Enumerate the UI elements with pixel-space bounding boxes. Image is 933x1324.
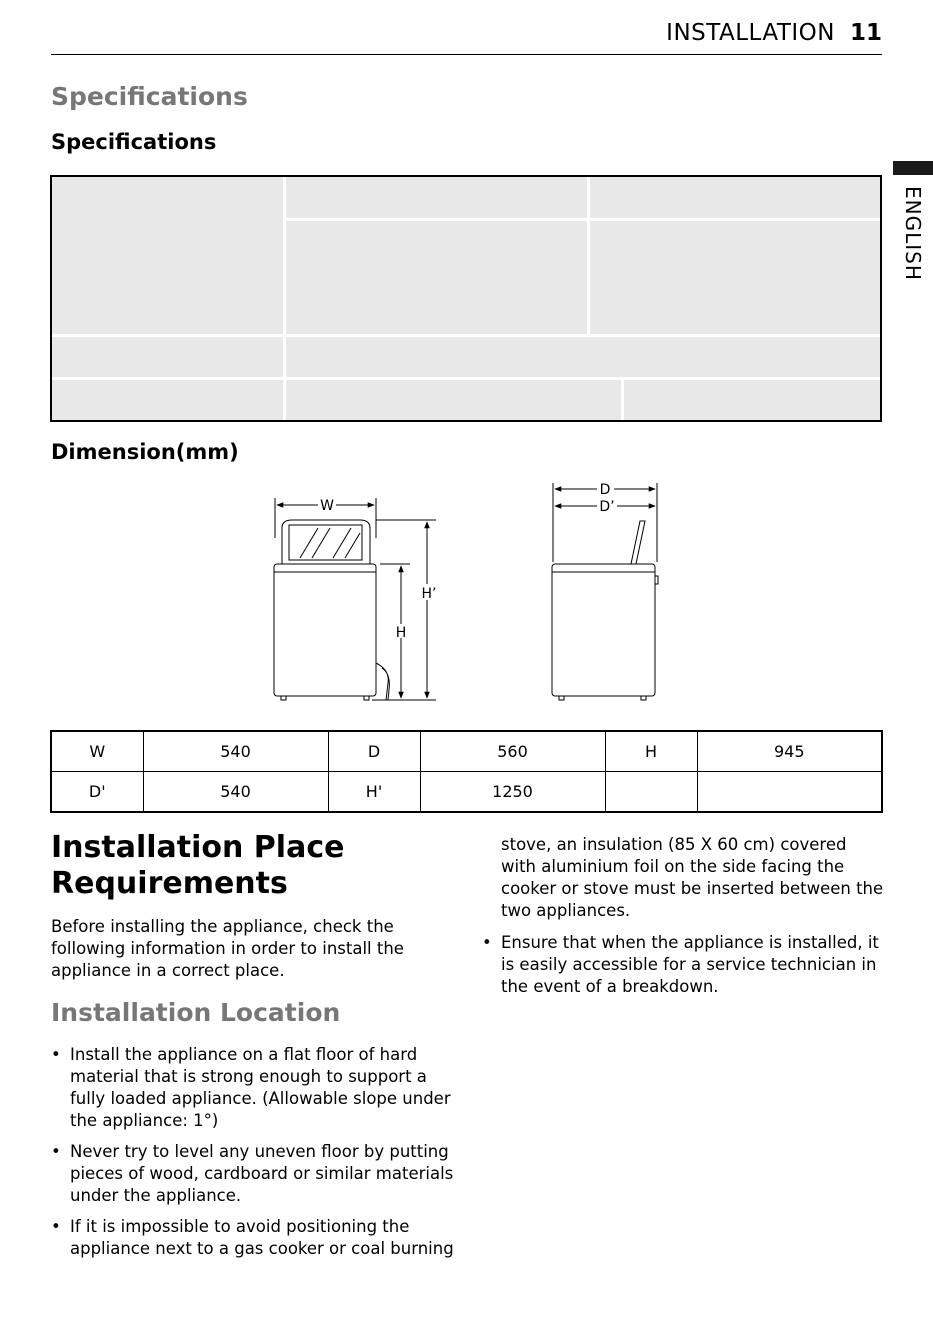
table-row bbox=[51, 731, 882, 772]
list-item: • Ensure that when the appliance is installed, it is easily accessible for a service technician in the event of a breakdown. bbox=[482, 933, 879, 996]
dim-cell: 540 bbox=[143, 731, 328, 772]
spec-cell bbox=[590, 177, 880, 218]
dim-cell: D bbox=[328, 731, 420, 772]
bullet-text: Never try to level any uneven floor by putting pieces of wood, cardboard or similar materials under the appliance. bbox=[70, 1142, 454, 1205]
list-item: • If it is impossible to avoid positioning the appliance next to a gas cooker or coal burning bbox=[51, 1217, 454, 1258]
spec-cell bbox=[52, 380, 283, 420]
section-title: INSTALLATION bbox=[666, 20, 835, 46]
dim-cell: H bbox=[605, 731, 697, 772]
label-d-prime: D’ bbox=[599, 499, 615, 515]
installation-place-title bbox=[51, 830, 451, 902]
bullet-text: Ensure that when the appliance is installed, it is easily accessible for a service technician in the event of a breakdown. bbox=[501, 933, 879, 996]
dim-cell: 540 bbox=[143, 772, 328, 813]
title-line: Installation Place bbox=[51, 830, 345, 865]
page-number: 11 bbox=[849, 20, 882, 46]
dimension-heading: Dimension(mm) bbox=[51, 440, 239, 464]
front-view-washer bbox=[274, 498, 436, 700]
specifications-subheading: Specifications bbox=[51, 130, 217, 154]
side-view-washer bbox=[552, 483, 658, 700]
label-d: D bbox=[599, 482, 611, 498]
location-bullet-list bbox=[51, 1044, 456, 1269]
spec-cell bbox=[52, 177, 283, 334]
spec-cell bbox=[286, 221, 587, 334]
list-item: • Never try to level any uneven floor by putting pieces of wood, cardboard or similar materials under the appliance. bbox=[51, 1142, 454, 1205]
spec-cell bbox=[624, 380, 880, 420]
dim-cell: 560 bbox=[420, 731, 605, 772]
dim-cell: D' bbox=[51, 772, 143, 813]
dim-cell: 1250 bbox=[420, 772, 605, 813]
bullet-text: If it is impossible to avoid positioning the appliance next to a gas cooker or coal burning bbox=[70, 1217, 454, 1258]
specifications-table bbox=[50, 175, 882, 422]
specifications-heading: Specifications bbox=[51, 82, 248, 111]
dim-cell: 945 bbox=[697, 731, 882, 772]
dimension-diagram bbox=[0, 478, 933, 708]
right-bullet-list bbox=[482, 932, 886, 1007]
spec-cell bbox=[52, 337, 283, 377]
label-h-prime: H’ bbox=[421, 586, 437, 602]
title-line: Requirements bbox=[51, 866, 288, 901]
spec-cell bbox=[590, 221, 880, 334]
spec-cell bbox=[286, 380, 621, 420]
dimension-table bbox=[50, 730, 883, 813]
spec-cell bbox=[286, 337, 880, 377]
dim-cell: H' bbox=[328, 772, 420, 813]
dim-cell bbox=[605, 772, 697, 813]
language-label: ENGLISH bbox=[901, 186, 925, 281]
spec-cell bbox=[286, 177, 587, 218]
bullet-continuation: stove, an insulation (85 X 60 cm) covered with aluminium foil on the side facing the cooker or stove must be inserted between the two appliances. bbox=[501, 835, 884, 920]
installation-intro: Before installing the appliance, check the following information in order to install the appliance in a correct place. bbox=[51, 917, 404, 980]
header-divider bbox=[51, 54, 882, 55]
dim-cell: W bbox=[51, 731, 143, 772]
language-tab-marker bbox=[893, 161, 933, 175]
label-h: H bbox=[395, 625, 407, 641]
table-row bbox=[51, 772, 882, 813]
dim-cell bbox=[697, 772, 882, 813]
list-item: • Install the appliance on a flat floor of hard material that is strong enough to support a fully loaded appliance. (Allowable slope under the appliance: 1°) bbox=[51, 1045, 451, 1130]
label-w: W bbox=[320, 498, 334, 514]
bullet-text: Install the appliance on a flat floor of hard material that is strong enough to support a fully loaded appliance. (Allowable slope under the appliance: 1°) bbox=[70, 1045, 451, 1130]
installation-location-heading: Installation Location bbox=[51, 998, 341, 1027]
